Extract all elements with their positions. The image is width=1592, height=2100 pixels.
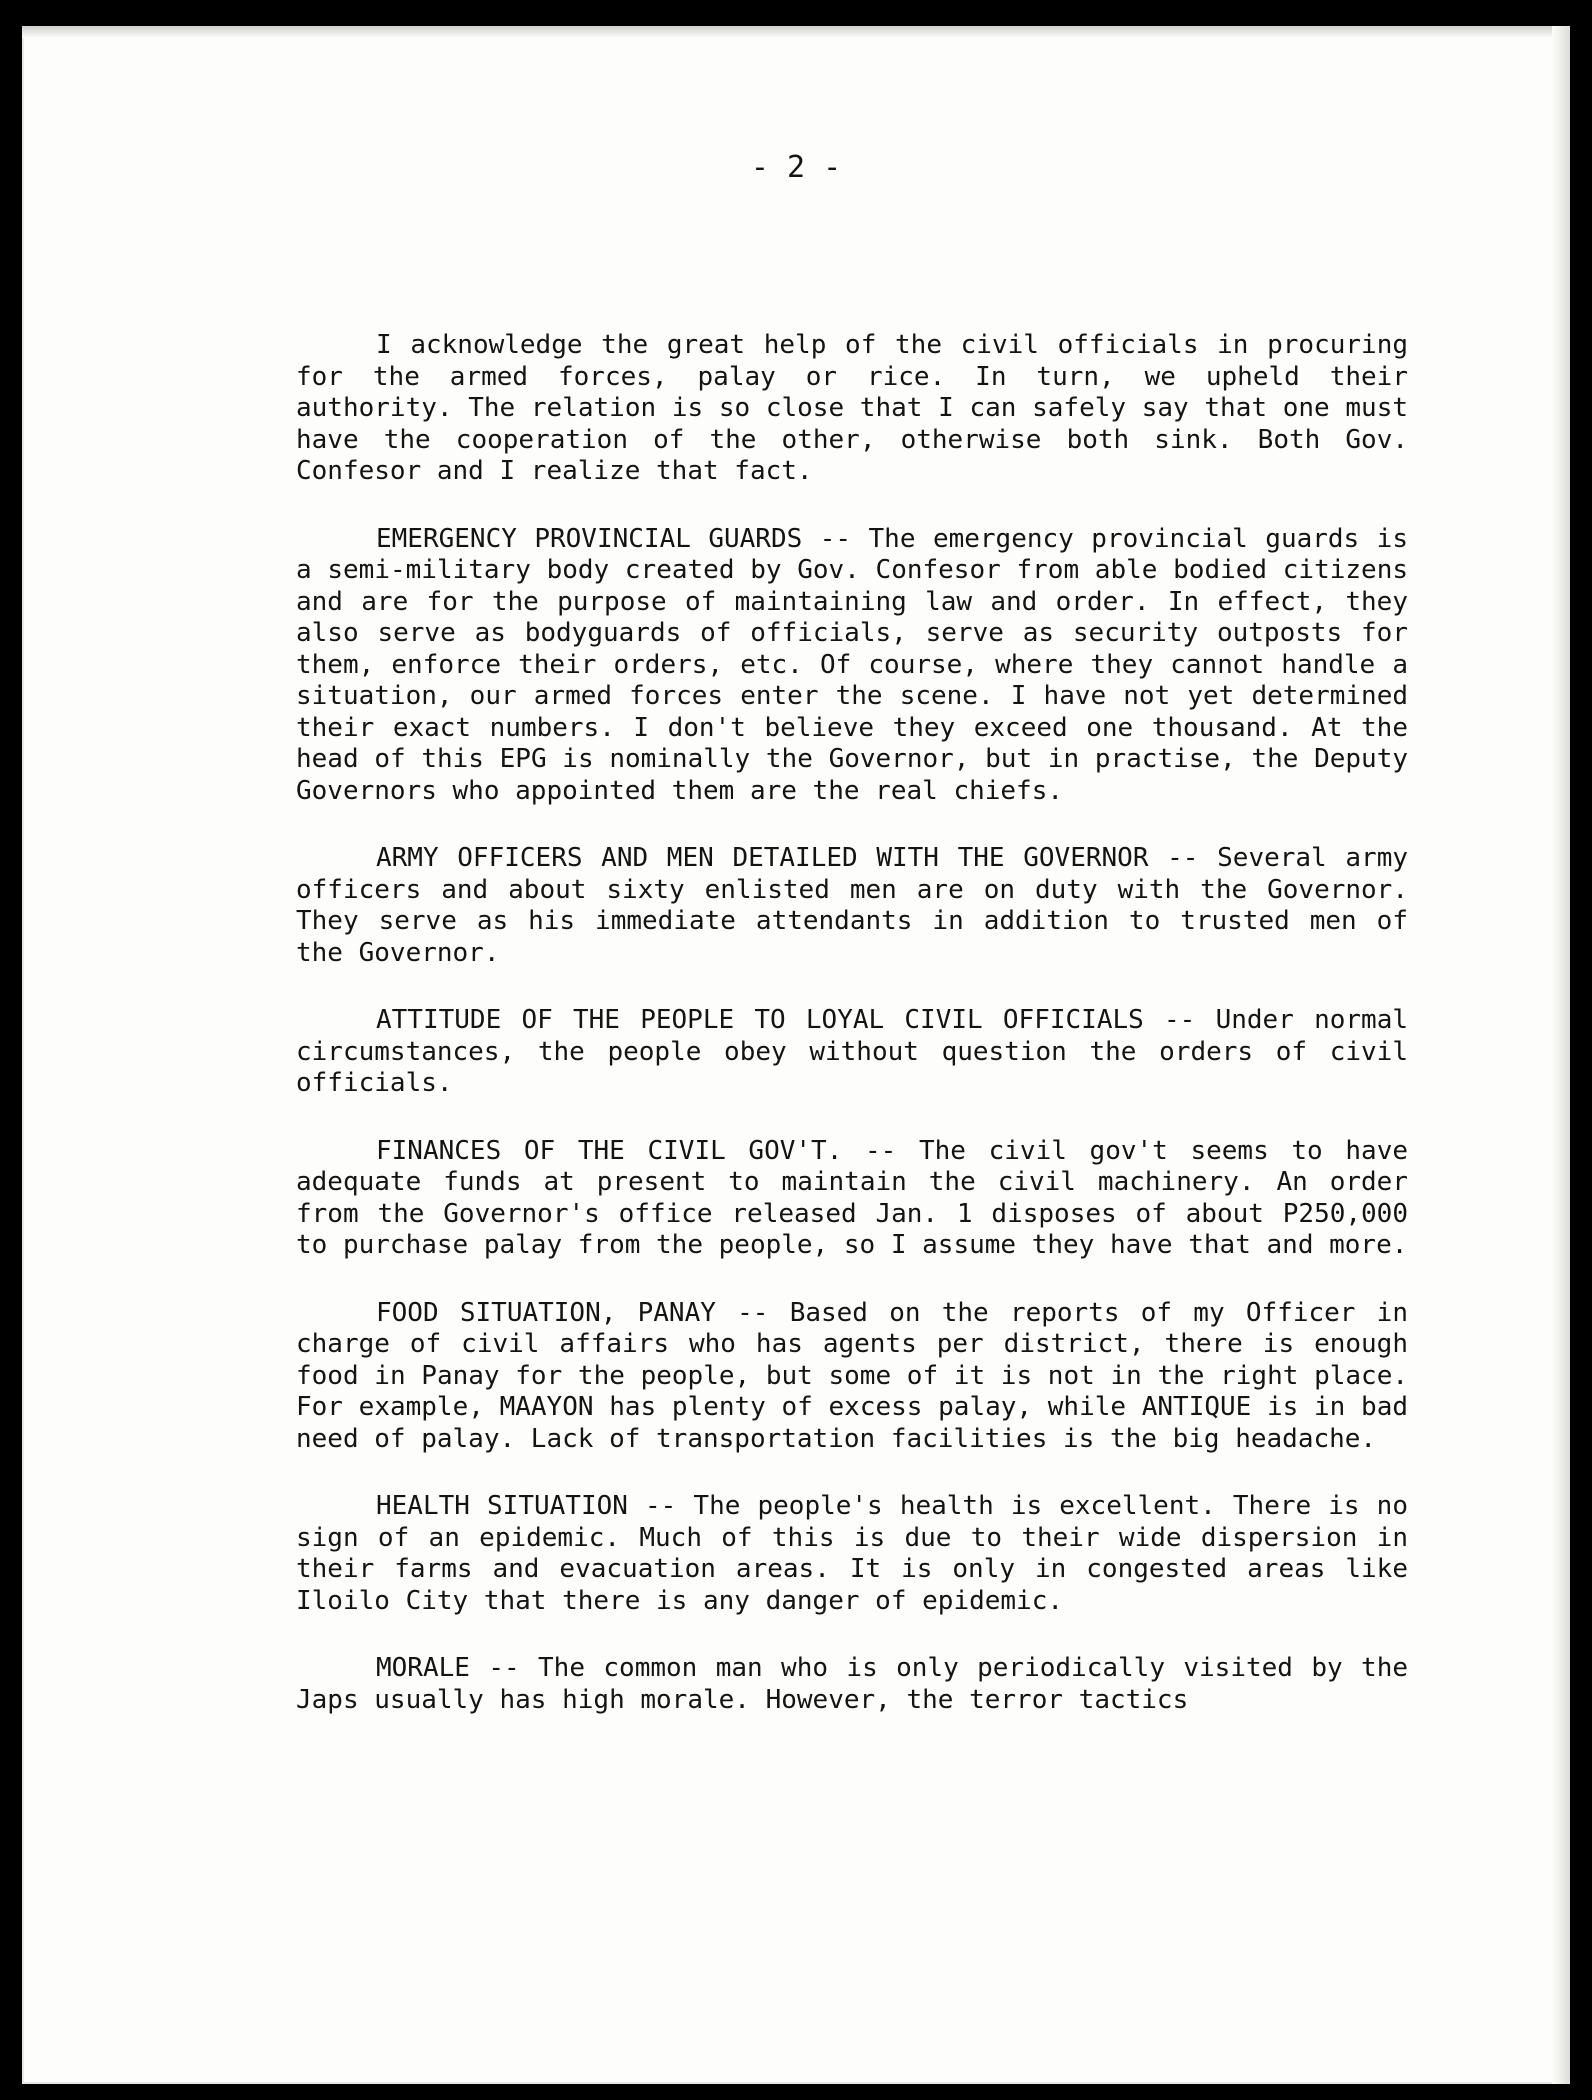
paragraph-text: The emergency provincial guards is a semi-military body created by Gov. Confesor from able bodied citizens and are for the purpose of maintaining law and order. In effect, they also serve as bodyguards of officials, serve as security outposts for them, enforce their orders, etc. Of course, where they cannot handle a situation, our armed forces enter the scene. I have not yet determined their exact numbers. I don't believe they exceed one thousand. At the head of this EPG is nominally the Governor, but in practise, the Deputy Governors who appointed them are the real chiefs. xyxy=(296,523,1408,806)
paragraph-heading: ATTITUDE OF THE PEOPLE TO LOYAL CIVIL OFFICIALS -- xyxy=(376,1005,1216,1035)
paragraph-health-situation xyxy=(296,1491,1408,1617)
page-edge-top xyxy=(22,26,1570,38)
paragraph-finances xyxy=(296,1136,1408,1262)
document-body xyxy=(296,330,1408,1716)
paragraph-text: Based on the reports of my Officer in charge of civil affairs who has agents per district, there is enough food in Panay for the people, but some of it is not in the right place. For example, MAAYON has plenty of excess palay, while ANTIQUE is in bad need of palay. Lack of transportation facilities is the big headache. xyxy=(296,1297,1408,1454)
paragraph-acknowledgement xyxy=(296,330,1408,488)
paragraph-food-situation xyxy=(296,1298,1408,1456)
paragraph-heading: MORALE -- xyxy=(376,1653,539,1683)
paragraph-text: I acknowledge the great help of the civil officials in procuring for the armed forces, palay or rice. In turn, we upheld their authority. The relation is so close that I can safely say that one must have the cooperation of the other, otherwise both sink. Both Gov. Confesor and I realize that fact. xyxy=(296,330,1408,486)
paragraph-text: The common man who is only periodically visited by the Japs usually has high morale. However, the terror tactics xyxy=(296,1653,1408,1715)
paragraph-heading: FOOD SITUATION, PANAY -- xyxy=(376,1297,790,1328)
paragraph-emergency-provincial-guards xyxy=(296,524,1408,808)
paragraph-text: Several army officers and about sixty enlisted men are on duty with the Governor. They serve as his immediate attendants in addition to trusted men of the Governor. xyxy=(296,843,1408,968)
paragraph-text: The civil gov't seems to have adequate funds at present to maintain the civil machinery. An order from the Governor's office released Jan. 1 disposes of about P250,000 to purchase palay from the people, so I assume they have that and more. xyxy=(296,1135,1408,1260)
paragraph-heading: EMERGENCY PROVINCIAL GUARDS -- xyxy=(376,523,869,554)
page-number: - 2 - xyxy=(750,150,842,185)
paragraph-army-officers xyxy=(296,843,1408,969)
paragraph-heading: ARMY OFFICERS AND MEN DETAILED WITH THE GOVERNOR -- xyxy=(376,843,1218,873)
paragraph-attitude-of-people xyxy=(296,1005,1408,1100)
paragraph-heading: HEALTH SITUATION -- xyxy=(376,1491,694,1521)
page-edge-right xyxy=(1552,26,1570,2084)
paragraph-morale xyxy=(296,1653,1408,1716)
paragraph-heading: FINANCES OF THE CIVIL GOV'T. -- xyxy=(376,1135,919,1166)
paragraph-text: Under normal circumstances, the people obey without question the orders of civil officials. xyxy=(296,1005,1409,1098)
paragraph-text: The people's health is excellent. There is no sign of an epidemic. Much of this is due to their wide dispersion in their farms and evacuation areas. It is only in congested areas like Iloilo City that there is any danger of epidemic. xyxy=(296,1491,1408,1616)
